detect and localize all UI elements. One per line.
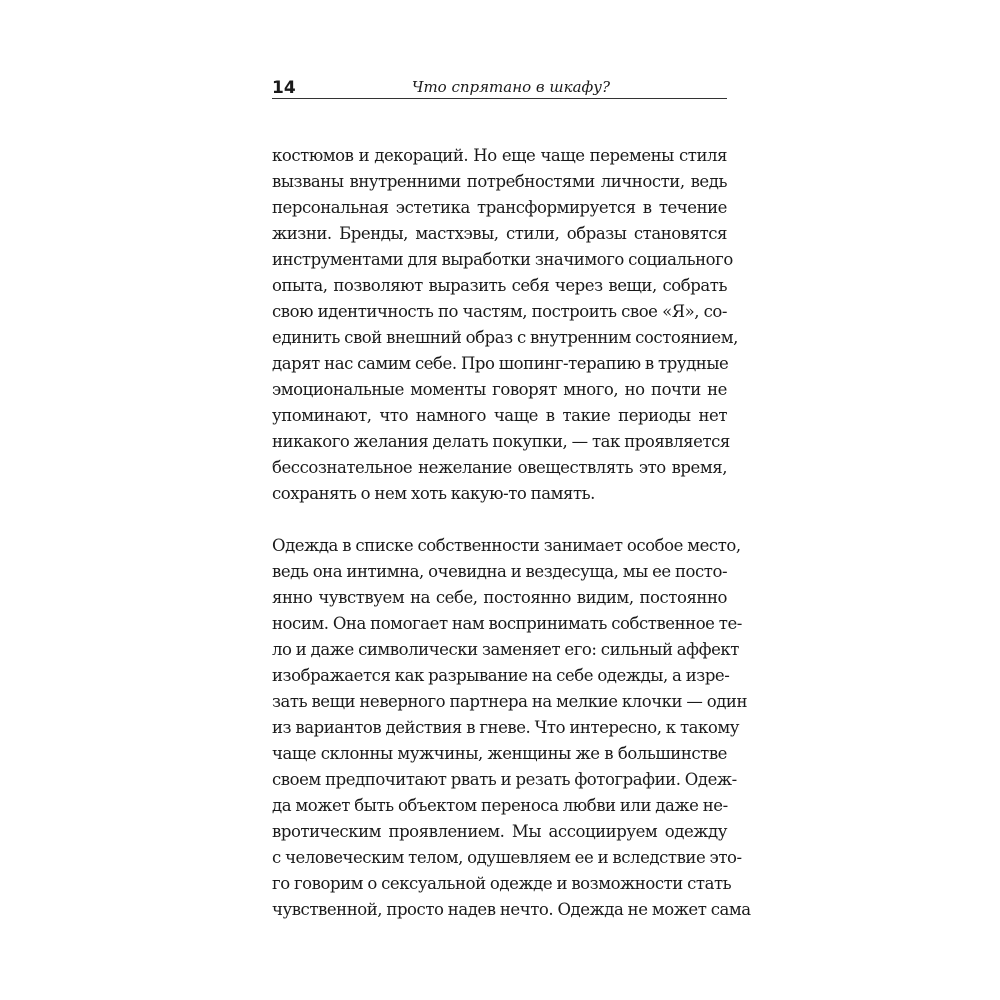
text-line: своем предпочитают рвать и резать фотографии. Одеж- bbox=[272, 770, 737, 789]
text-line: да может быть объектом переноса любви или даже не- bbox=[272, 796, 728, 815]
paragraph-2 bbox=[272, 533, 751, 923]
text-line: ведь она интимна, очевидна и вездесуща, мы ее посто- bbox=[272, 562, 728, 581]
body-text bbox=[272, 143, 751, 923]
text-line: опыта, позволяют выразить себя через вещи, собрать bbox=[272, 276, 727, 295]
text-line: янно чувствуем на себе, постоянно видим, постоянно bbox=[272, 588, 727, 607]
running-header bbox=[272, 76, 727, 100]
text-line: эмоциональные моменты говорят много, но почти не bbox=[272, 380, 727, 399]
text-line: вротическим проявлением. Мы ассоциируем одежду bbox=[272, 822, 727, 841]
text-line: дарят нас самим себе. Про шопинг-терапию в трудные bbox=[272, 354, 729, 373]
text-line: упоминают, что намного чаще в такие периоды нет bbox=[272, 406, 727, 425]
text-line: чаще склонны мужчины, женщины же в большинстве bbox=[272, 744, 727, 763]
header-rule bbox=[272, 98, 727, 99]
paragraph-spacer bbox=[272, 507, 727, 533]
text-line: никакого желания делать покупки, — так проявляется bbox=[272, 432, 730, 451]
page-number: 14 bbox=[272, 78, 296, 98]
paragraph-1 bbox=[272, 143, 738, 507]
text-line: вызваны внутренними потребностями личности, ведь bbox=[272, 172, 727, 191]
text-line: бессознательное нежелание овеществлять это время, bbox=[272, 458, 727, 477]
text-line: изображается как разрывание на себе одежды, а изре- bbox=[272, 666, 730, 685]
running-header-title: Что спрятано в шкафу? bbox=[411, 78, 610, 96]
text-line: инструментами для выработки значимого социального bbox=[272, 250, 733, 269]
text-line: зать вещи неверного партнера на мелкие клочки — один bbox=[272, 692, 747, 711]
text-line: чувственной, просто надев нечто. Одежда не может сама bbox=[272, 900, 751, 919]
text-line: с человеческим телом, одушевляем ее и вследствие это- bbox=[272, 848, 742, 867]
text-line: го говорим о сексуальной одежде и возможности стать bbox=[272, 874, 732, 893]
text-line: из вариантов действия в гневе. Что интересно, к такому bbox=[272, 718, 740, 737]
text-line: носим. Она помогает нам воспринимать собственное те- bbox=[272, 614, 742, 633]
text-line: персональная эстетика трансформируется в течение bbox=[272, 198, 727, 217]
text-line: костюмов и декораций. Но еще чаще перемены стиля bbox=[272, 146, 727, 165]
text-line: сохранять о нем хоть какую-то память. bbox=[272, 484, 595, 503]
text-line: жизни. Бренды, мастхэвы, стили, образы становятся bbox=[272, 224, 727, 243]
text-line: единить свой внешний образ с внутренним состоянием, bbox=[272, 328, 738, 347]
text-line: Одежда в списке собственности занимает особое место, bbox=[272, 536, 741, 555]
text-line: свою идентичность по частям, построить свое «Я», со- bbox=[272, 302, 727, 321]
text-line: ло и даже символически заменяет его: сильный аффект bbox=[272, 640, 739, 659]
